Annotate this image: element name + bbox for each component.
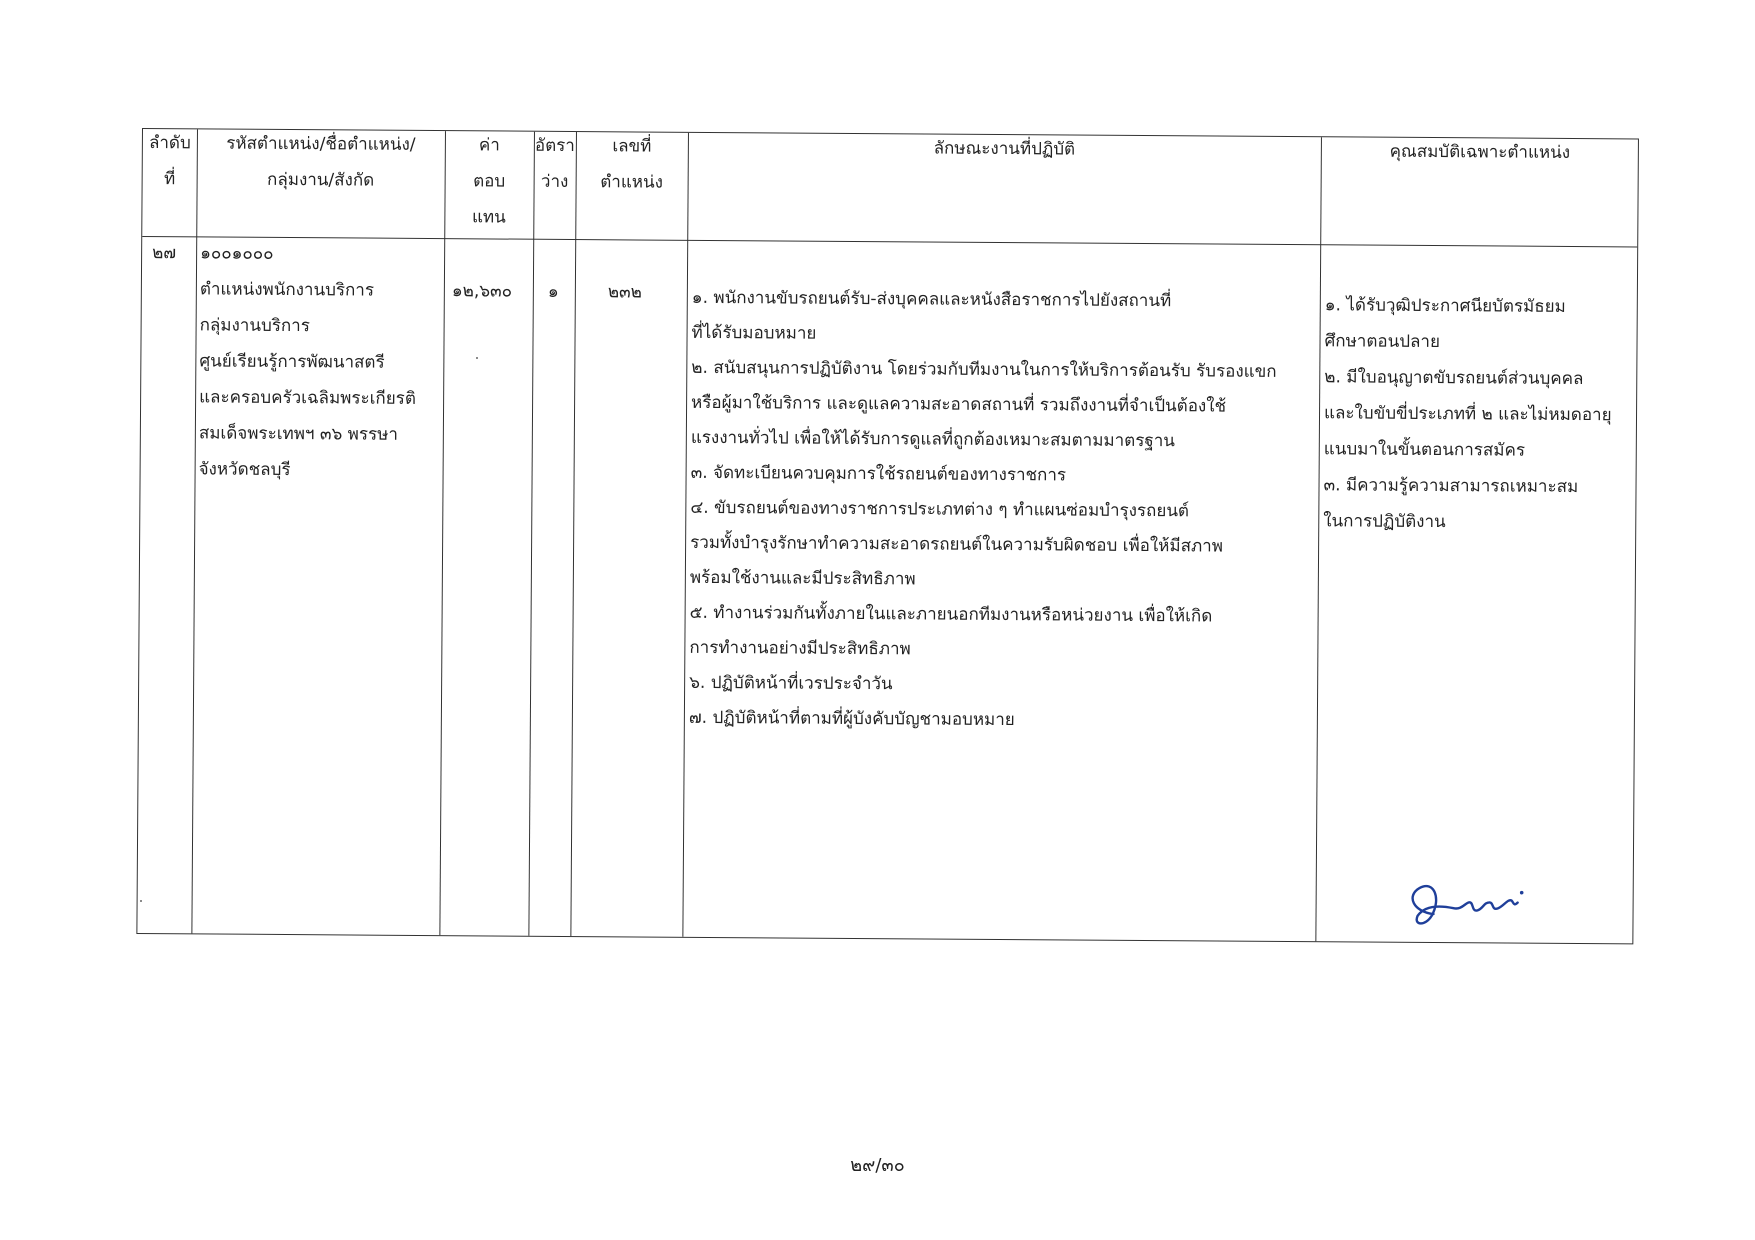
header-posno-line: เลขที่ [612, 136, 652, 157]
header-pay-line: ตอบ [473, 171, 506, 192]
duty-line: แรงงานทั่วไป เพื่อให้ได้รับการดูแลที่ถูกต้องเหมาะสมตามมาตรฐาน [690, 427, 1175, 452]
position-province: จังหวัดชลบุรี [198, 459, 291, 481]
duty-line: ที่ได้รับมอบหมาย [691, 322, 817, 344]
header-position-line: กลุ่มงาน/สังกัด [267, 169, 375, 191]
duty-line: พร้อมใช้งานและมีประสิทธิภาพ [689, 567, 916, 590]
duty-line: ๗. ปฏิบัติหน้าที่ตามที่ผู้บังคับบัญชามอบหมาย [688, 707, 1015, 731]
header-seq-line: ลำดับ [148, 133, 191, 154]
column-divider [528, 132, 535, 936]
duty-line: ๕. ทำงานร่วมกันทั้งภายในและภายนอกทีมงานหรือหน่วยงาน เพื่อให้เกิด [689, 602, 1213, 627]
header-pay-line: แทน [471, 207, 506, 228]
header-rate [534, 128, 577, 200]
qual-line: ๓. มีความรู้ความสามารถเหมาะสม [1323, 475, 1579, 498]
header-duties: ลักษณะงานที่ปฏิบัติ [933, 138, 1076, 160]
handwritten-signature [1395, 868, 1535, 939]
column-divider [439, 131, 446, 935]
scan-speck [140, 900, 142, 902]
row-duties [689, 281, 1277, 740]
duty-line: รวมทั้งบำรุงรักษาทำความสะอาดรถยนต์ในความรับผิดชอบ เพื่อให้มีสภาพ [690, 532, 1224, 557]
position-code: ๑๐๐๑๐๐๐ [200, 243, 274, 264]
duty-line: ๔. ขับรถยนต์ของทางราชการประเภทต่าง ๆ ทำแผนซ่อมบำรุงรถยนต์ [690, 497, 1190, 522]
duty-line: ๖. ปฏิบัติหน้าที่เวรประจำวัน [689, 672, 893, 695]
row-rate: ๑ [547, 281, 559, 302]
row-position [198, 235, 417, 489]
qual-line: แนบมาในขั้นตอนการสมัคร [1323, 439, 1526, 461]
header-posno [576, 128, 688, 201]
header-pay [444, 127, 534, 236]
position-unit-line: ศูนย์เรียนรู้การพัฒนาสตรี [199, 351, 385, 373]
row-pay: ๑๒,๖๓๐ [451, 281, 513, 302]
header-position [197, 125, 445, 199]
header-position-line: รหัสตำแหน่ง/ชื่อตำแหน่ง/ [226, 133, 416, 155]
qual-line: ในการปฏิบัติงาน [1323, 511, 1446, 533]
header-posno-line: ตำแหน่ง [600, 172, 664, 193]
position-unit-line: สมเด็จพระเทพฯ ๓๖ พรรษา [198, 423, 399, 445]
header-pay-line: ค่า [478, 135, 500, 156]
column-divider [191, 129, 198, 933]
qual-line: ๒. มีใบอนุญาตขับรถยนต์ส่วนบุคคล [1324, 367, 1584, 390]
header-quals: คุณสมบัติเฉพาะตำแหน่ง [1389, 141, 1571, 163]
qual-line: และใบขับขี่ประเภทที่ ๒ และไม่หมดอายุ [1323, 403, 1612, 426]
duty-line: การทำงานอย่างมีประสิทธิภาพ [689, 637, 911, 660]
header-rate-line: ว่าง [540, 171, 569, 192]
duty-line: ๒. สนับสนุนการปฏิบัติงาน โดยร่วมกับทีมงานในการให้บริการต้อนรับ รับรองแขก [691, 357, 1277, 382]
position-group: กลุ่มงานบริการ [199, 315, 310, 337]
row-qualifications [1323, 287, 1612, 541]
header-seq-line: ที่ [163, 169, 176, 190]
qual-line: ศึกษาตอนปลาย [1324, 331, 1441, 353]
row-seq: ๒๗ [152, 243, 177, 264]
page-number: ๒๙/๓๐ [850, 1155, 905, 1176]
header-seq [143, 125, 198, 197]
position-unit-line: และครอบครัวเฉลิมพระเกียรติ [199, 387, 416, 409]
column-divider [570, 132, 577, 936]
position-title: ตำแหน่งพนักงานบริการ [199, 279, 375, 301]
duty-line: หรือผู้มาใช้บริการ และดูแลความสะอาดสถานที่ รวมถึงงานที่จำเป็นต้องใช้ [691, 392, 1227, 417]
column-divider [682, 133, 689, 937]
duty-line: ๑. พนักงานขับรถยนต์รับ-ส่งบุคคลและหนังสือราชการไปยังสถานที่ [691, 287, 1172, 312]
duty-line: ๓. จัดทะเบียนควบคุมการใช้รถยนต์ของทางราชการ [690, 462, 1067, 486]
row-posno: ๒๓๒ [607, 282, 642, 303]
qual-line: ๑. ได้รับวุฒิประกาศนียบัตรมัธยม [1324, 295, 1566, 317]
header-rate-line: อัตรา [534, 135, 575, 157]
column-divider [1315, 137, 1322, 941]
position-table [136, 128, 1639, 944]
scan-speck [476, 357, 478, 359]
